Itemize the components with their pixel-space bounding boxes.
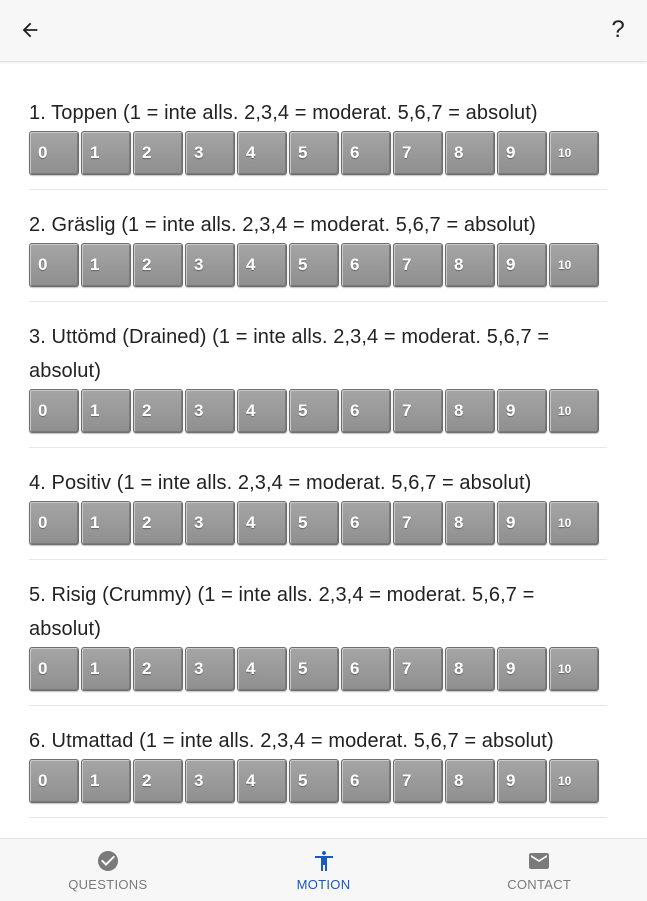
rating-button[interactable]: 3	[185, 501, 235, 545]
rating-button[interactable]: 2	[133, 647, 183, 691]
rating-button[interactable]: 7	[393, 243, 443, 287]
rating-button[interactable]: 8	[445, 243, 495, 287]
rating-button[interactable]: 1	[81, 501, 131, 545]
arrow-left-icon	[19, 19, 41, 41]
rating-button[interactable]: 10	[549, 243, 599, 287]
rating-button[interactable]: 5	[289, 389, 339, 433]
question-item	[29, 302, 607, 448]
rating-button[interactable]: 4	[237, 759, 287, 803]
rating-button[interactable]: 1	[81, 759, 131, 803]
rating-button[interactable]: 6	[341, 647, 391, 691]
rating-button[interactable]: 7	[393, 501, 443, 545]
rating-button[interactable]: 5	[289, 759, 339, 803]
rating-button[interactable]: 0	[29, 389, 79, 433]
rating-scale	[29, 647, 607, 691]
question-item	[29, 190, 607, 302]
rating-button[interactable]: 8	[445, 131, 495, 175]
rating-button[interactable]: 0	[29, 131, 79, 175]
rating-button[interactable]: 9	[497, 647, 547, 691]
check-circle-icon	[96, 849, 120, 873]
rating-button[interactable]: 5	[289, 647, 339, 691]
mail-icon	[527, 849, 551, 873]
rating-button[interactable]: 10	[549, 501, 599, 545]
question-list	[0, 62, 647, 838]
question-text: 1. Toppen (1 = inte alls. 2,3,4 = moderat. 5,6,7 = absolut)	[29, 102, 538, 124]
back-button[interactable]	[14, 14, 46, 46]
nav-motion[interactable]	[216, 839, 432, 901]
question-item	[29, 448, 607, 560]
help-button[interactable]: ?	[611, 16, 625, 43]
rating-scale	[29, 243, 607, 287]
rating-button[interactable]: 0	[29, 501, 79, 545]
rating-button[interactable]: 4	[237, 647, 287, 691]
question-item	[29, 706, 607, 818]
rating-scale	[29, 501, 607, 545]
rating-button[interactable]: 8	[445, 389, 495, 433]
rating-button[interactable]: 10	[549, 759, 599, 803]
question-item	[29, 62, 607, 190]
rating-button[interactable]: 1	[81, 131, 131, 175]
rating-button[interactable]: 2	[133, 389, 183, 433]
rating-button[interactable]: 4	[237, 389, 287, 433]
rating-button[interactable]: 0	[29, 759, 79, 803]
nav-label: CONTACT	[507, 877, 572, 892]
rating-button[interactable]: 0	[29, 243, 79, 287]
question-text: 2. Gräslig (1 = inte alls. 2,3,4 = moderat. 5,6,7 = absolut)	[29, 214, 536, 236]
rating-button[interactable]: 5	[289, 243, 339, 287]
rating-button[interactable]: 6	[341, 759, 391, 803]
rating-button[interactable]: 9	[497, 131, 547, 175]
rating-button[interactable]: 5	[289, 501, 339, 545]
rating-button[interactable]: 6	[341, 131, 391, 175]
rating-scale	[29, 759, 607, 803]
rating-button[interactable]: 2	[133, 501, 183, 545]
rating-button[interactable]: 8	[445, 647, 495, 691]
rating-button[interactable]: 9	[497, 759, 547, 803]
rating-button[interactable]: 6	[341, 501, 391, 545]
rating-button[interactable]: 9	[497, 389, 547, 433]
rating-button[interactable]: 1	[81, 243, 131, 287]
rating-button[interactable]: 3	[185, 389, 235, 433]
question-item	[29, 818, 607, 838]
rating-button[interactable]: 10	[549, 389, 599, 433]
rating-button[interactable]: 4	[237, 243, 287, 287]
app-bar	[0, 0, 647, 62]
nav-contact[interactable]	[431, 839, 647, 901]
question-text: 6. Utmattad (1 = inte alls. 2,3,4 = moderat. 5,6,7 = absolut)	[29, 730, 554, 752]
rating-button[interactable]: 7	[393, 389, 443, 433]
rating-button[interactable]: 8	[445, 501, 495, 545]
rating-button[interactable]: 6	[341, 243, 391, 287]
rating-button[interactable]: 3	[185, 131, 235, 175]
rating-button[interactable]: 10	[549, 647, 599, 691]
rating-button[interactable]: 3	[185, 243, 235, 287]
rating-button[interactable]: 1	[81, 647, 131, 691]
rating-scale	[29, 131, 607, 175]
question-text: 4. Positiv (1 = inte alls. 2,3,4 = moderat. 5,6,7 = absolut)	[29, 472, 532, 494]
rating-button[interactable]: 8	[445, 759, 495, 803]
rating-button[interactable]: 7	[393, 647, 443, 691]
nav-label: MOTION	[296, 877, 351, 892]
rating-button[interactable]: 2	[133, 759, 183, 803]
bottom-navigation	[0, 838, 647, 901]
rating-button[interactable]: 0	[29, 647, 79, 691]
rating-button[interactable]: 6	[341, 389, 391, 433]
nav-questions[interactable]	[0, 839, 216, 901]
rating-button[interactable]: 5	[289, 131, 339, 175]
rating-button[interactable]: 4	[237, 501, 287, 545]
nav-label: QUESTIONS	[68, 877, 148, 892]
rating-scale	[29, 389, 607, 433]
question-text: 5. Risig (Crummy) (1 = inte alls. 2,3,4 = moderat. 5,6,7 = absolut)	[29, 584, 535, 640]
rating-button[interactable]: 3	[185, 759, 235, 803]
rating-button[interactable]: 7	[393, 131, 443, 175]
question-text: 3. Uttömd (Drained) (1 = inte alls. 2,3,4 = moderat. 5,6,7 = absolut)	[29, 326, 550, 382]
accessibility-icon	[312, 849, 336, 873]
rating-button[interactable]: 2	[133, 243, 183, 287]
rating-button[interactable]: 9	[497, 501, 547, 545]
rating-button[interactable]: 1	[81, 389, 131, 433]
rating-button[interactable]: 9	[497, 243, 547, 287]
question-item	[29, 560, 607, 706]
rating-button[interactable]: 4	[237, 131, 287, 175]
rating-button[interactable]: 10	[549, 131, 599, 175]
rating-button[interactable]: 7	[393, 759, 443, 803]
rating-button[interactable]: 3	[185, 647, 235, 691]
rating-button[interactable]: 2	[133, 131, 183, 175]
